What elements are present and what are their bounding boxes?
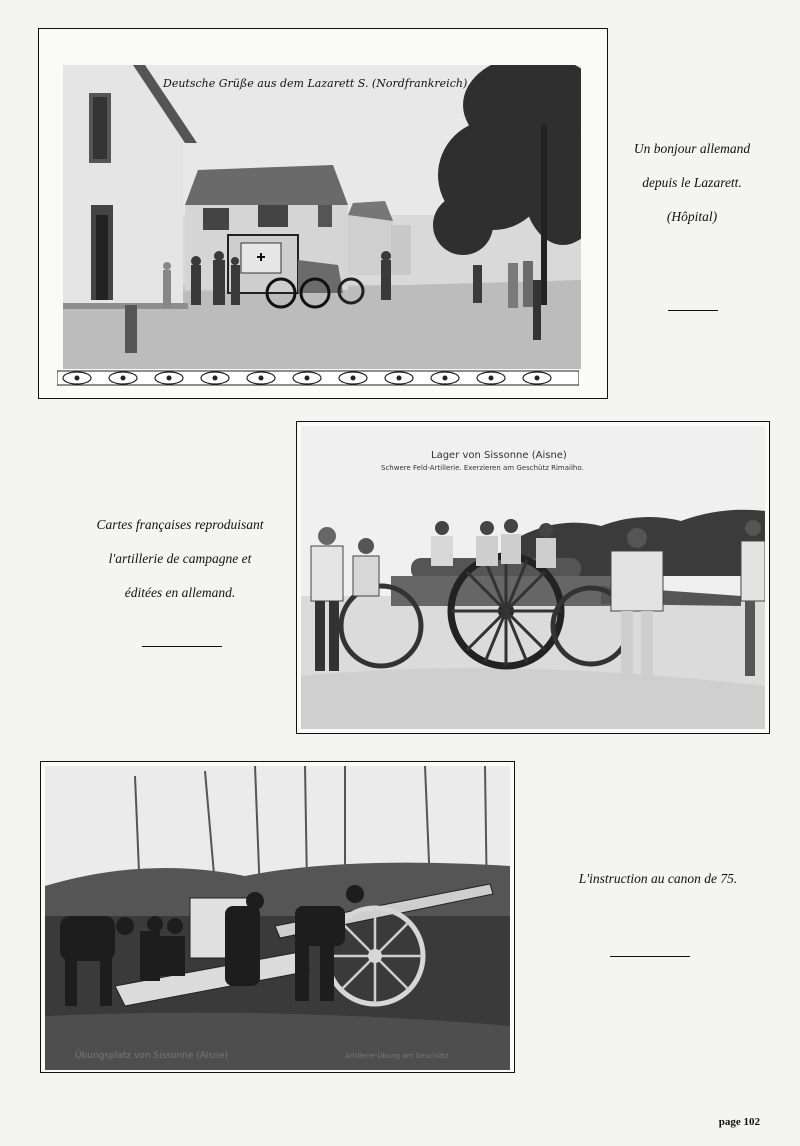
description-line: Un bonjour allemand <box>633 141 751 156</box>
postcard-3-photo <box>45 766 510 1070</box>
cannon-instruction-image <box>45 766 510 1070</box>
page-number: page 102 <box>718 1116 760 1128</box>
description-line: l'artillerie de campagne et <box>108 551 252 566</box>
description-line: depuis le Lazarett. <box>642 175 742 190</box>
postcard-1-printed-caption: Deutsche Grüße aus dem Lazarett S. (Nordfrankreich) <box>163 77 468 90</box>
separator-rule <box>610 956 690 957</box>
postcard-2-photo <box>301 426 765 729</box>
postcard-2-printed-caption: Lager von Sissonne (Aisne) <box>431 450 567 461</box>
lazarett-street-image <box>63 65 581 369</box>
postcard-2-description <box>60 508 300 610</box>
description-line: (Hôpital) <box>666 209 718 224</box>
postcard-1-frame <box>38 28 608 399</box>
postcard-3-printed-caption-left: Übungsplatz von Sissonne (Aisne) <box>75 1051 228 1061</box>
description-line: éditées en allemand. <box>124 585 236 600</box>
postcard-1-description <box>612 132 772 234</box>
ornamental-border <box>57 369 579 387</box>
artillery-exercise-image <box>301 426 765 729</box>
postcard-3-printed-caption-right: Artillerie-Übung am Geschütz <box>345 1052 449 1060</box>
separator-rule <box>142 646 222 647</box>
postcard-2-printed-subcaption: Schwere Feld-Artillerie. Exerzieren am Geschütz Rimailho. <box>381 464 584 472</box>
description-line: Cartes françaises reproduisant <box>96 517 264 532</box>
cannon-wheel <box>451 556 561 666</box>
separator-rule <box>668 310 718 311</box>
description-line: L'instruction au canon de 75. <box>578 871 738 886</box>
postcard-1-photo <box>63 65 581 369</box>
postcard-3-description <box>548 862 768 896</box>
postcard-2-frame <box>296 421 770 734</box>
postcard-3-frame <box>40 761 515 1073</box>
